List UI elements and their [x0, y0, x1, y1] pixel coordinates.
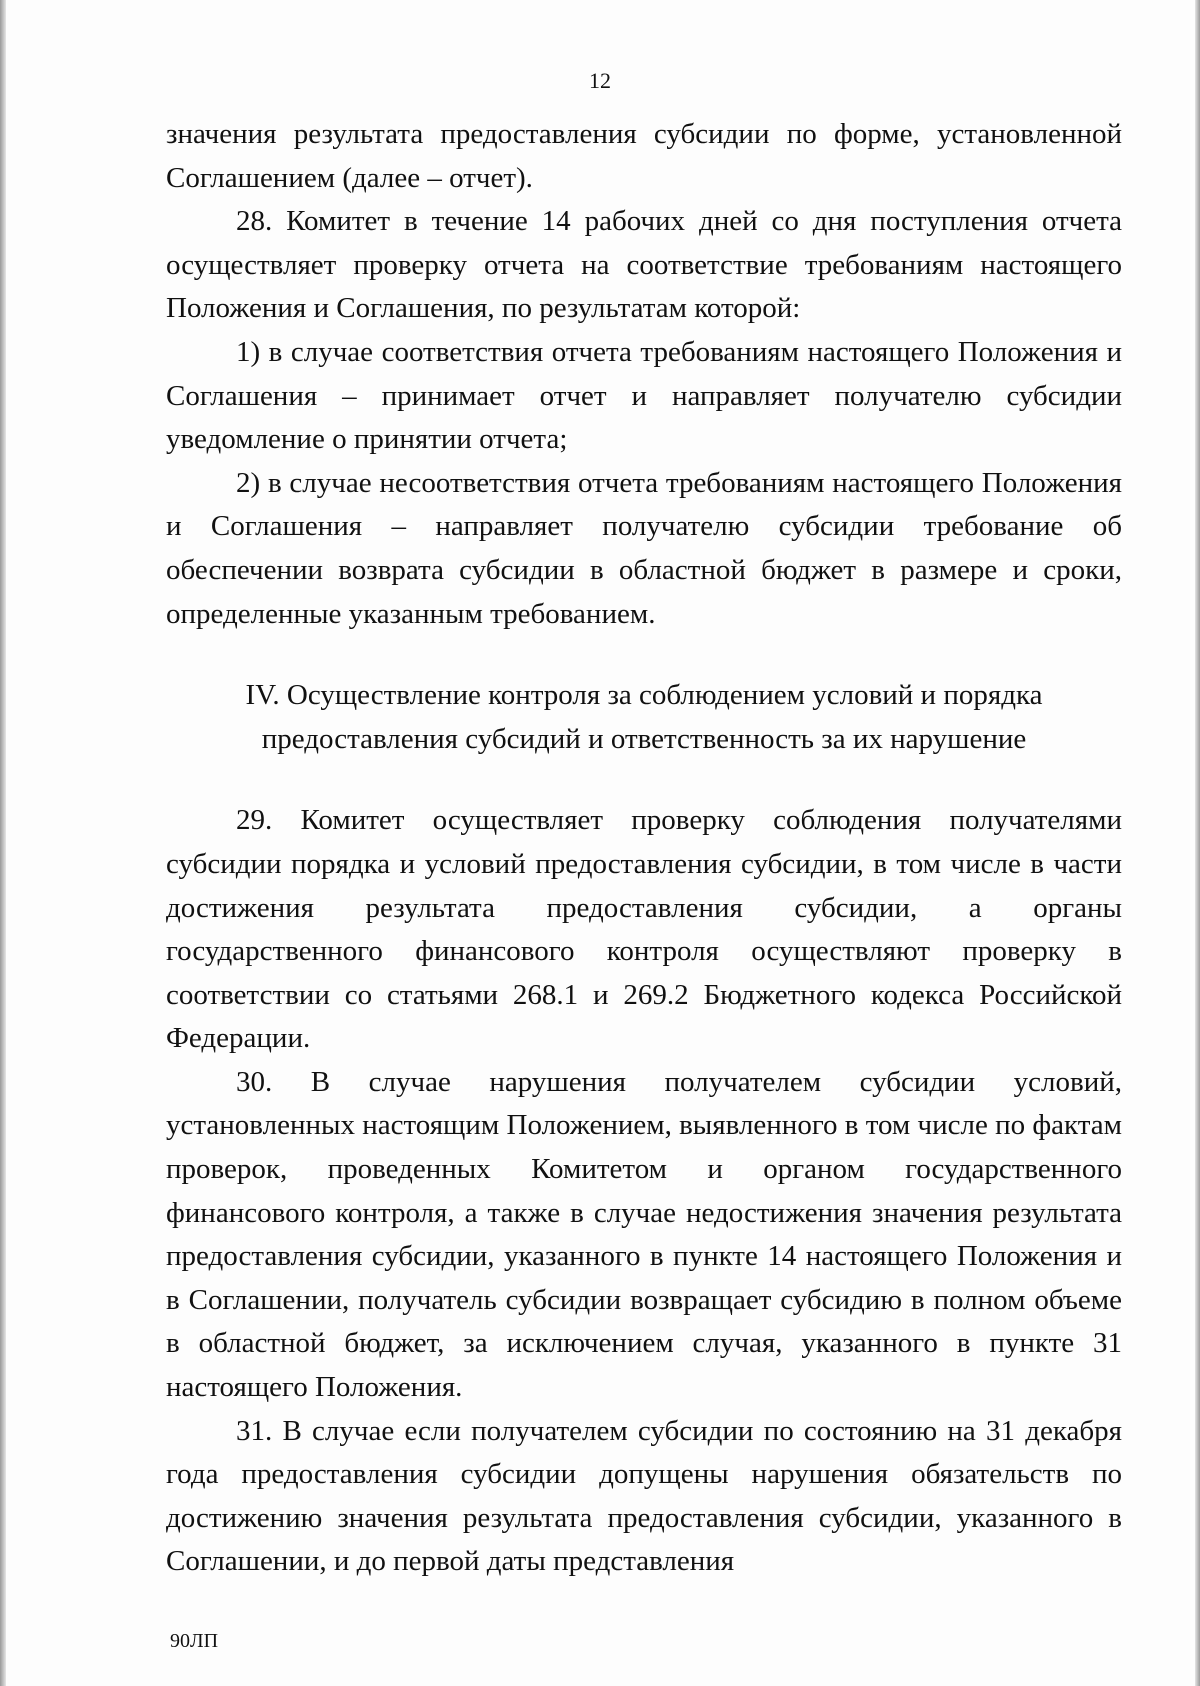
- scan-edge-right: [1195, 0, 1200, 1686]
- scan-edge-left: [0, 0, 6, 1686]
- page-number: 12: [589, 68, 611, 93]
- section-heading-line-2: предоставления субсидий и ответственность за их нарушение: [261, 722, 1027, 755]
- paragraph-28: 28. Комитет в течение 14 рабочих дней со дня поступления отчета осуществляет проверку отчета на соответствие требованиям настоящего Положения и Соглашения, по результатам которой:: [166, 205, 1122, 325]
- section-heading: [166, 674, 1122, 761]
- paragraph-intro-continuation: значения результата предоставления субсидии по форме, установленной Соглашением (далее – отчет).: [166, 118, 1122, 194]
- paragraph-28-item-2: 2) в случае несоответствия отчета требованиям настоящего Положения и Соглашения – направляет получателю субсидии требование об обеспечении возврата субсидии в областной бюджет в размере и сроки, определенные указанным требованием.: [166, 466, 1122, 630]
- paragraph-28-item-1: 1) в случае соответствия отчета требованиям настоящего Положения и Соглашения – принимает отчет и направляет получателю субсидии уведомление о принятии отчета;: [166, 335, 1122, 456]
- paragraph-30: 30. В случае нарушения получателем субсидии условий, установленных настоящим Положением, выявленного в том числе по фактам проверок, проведенных Комитетом и органом государственного финансового контроля, а также в случае недостижения значения результата предоставления субсидии, указанного в пункте 14 настоящего Положения и в Соглашении, получатель субсидии возвращает субсидию в полном объеме в областной бюджет, за исключением случая, указанного в пункте 31 настоящего Положения.: [166, 1065, 1122, 1404]
- document-code: 90ЛП: [170, 1630, 219, 1652]
- section-heading-line-1: IV. Осуществление контроля за соблюдением условий и порядка: [245, 679, 1043, 712]
- document-body: [166, 113, 1122, 1584]
- paragraph-31: 31. В случае если получателем субсидии по состоянию на 31 декабря года предоставления субсидии допущены нарушения обязательств по достижению значения результата предоставления субсидии, указанного в Соглашении, и до первой даты представления: [166, 1414, 1122, 1578]
- paragraph-29: 29. Комитет осуществляет проверку соблюдения получателями субсидии порядка и условий предоставления субсидии, в том числе в части достижения результата предоставления субсидии, а органы государственного финансового контроля осуществляют проверку в соответствии со статьями 268.1 и 269.2 Бюджетного кодекса Российской Федерации.: [166, 804, 1122, 1055]
